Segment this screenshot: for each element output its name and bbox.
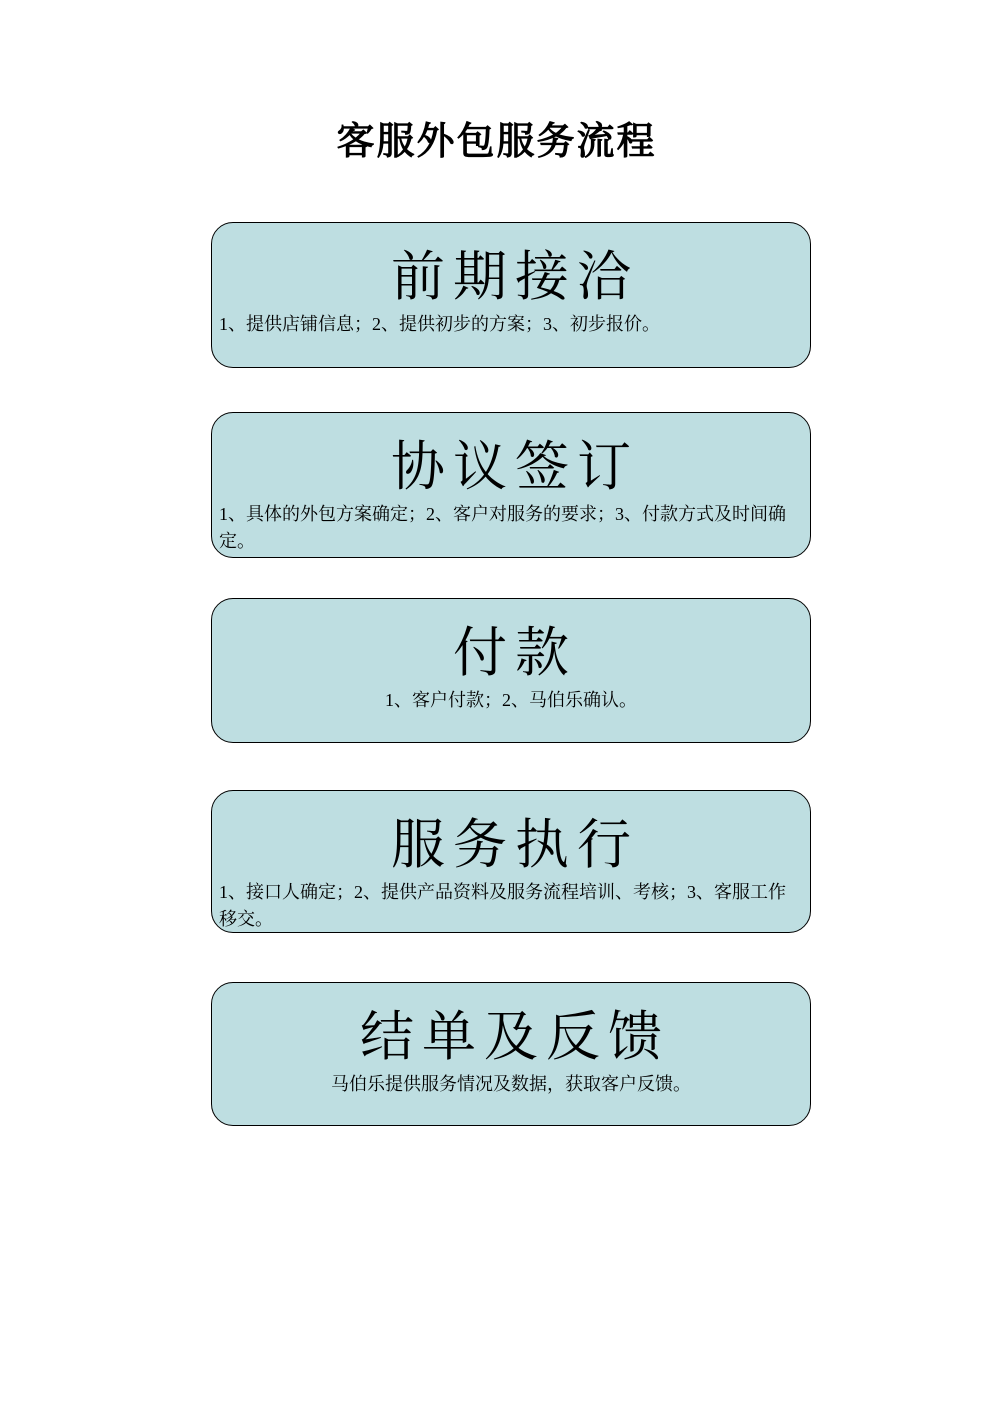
- flow-step-service-execution: [211, 790, 811, 933]
- step-title: 服务执行: [391, 815, 639, 875]
- step-description: 1、客户付款；2、马伯乐确认。: [385, 690, 637, 710]
- step-description: 1、接口人确定；2、提供产品资料及服务流程培训、考核；3、客服工作移交。: [219, 882, 786, 929]
- step-description: 1、具体的外包方案确定；2、客户对服务的要求；3、付款方式及时间确定。: [219, 504, 786, 551]
- step-description: 1、提供店铺信息；2、提供初步的方案；3、初步报价。: [219, 314, 660, 334]
- step-title: 前期接洽: [391, 247, 639, 307]
- flow-step-agreement-signing: [211, 412, 811, 558]
- flow-step-initial-contact: [211, 222, 811, 368]
- step-title: 协议签订: [391, 437, 639, 497]
- flow-step-closing-and-feedback: [211, 982, 811, 1126]
- flow-step-payment: [211, 598, 811, 743]
- step-title: 付款: [453, 623, 577, 683]
- step-description: 马伯乐提供服务情况及数据，获取客户反馈。: [331, 1074, 691, 1094]
- step-title: 结单及反馈: [360, 1007, 670, 1067]
- page-title: 客服外包服务流程: [336, 121, 657, 163]
